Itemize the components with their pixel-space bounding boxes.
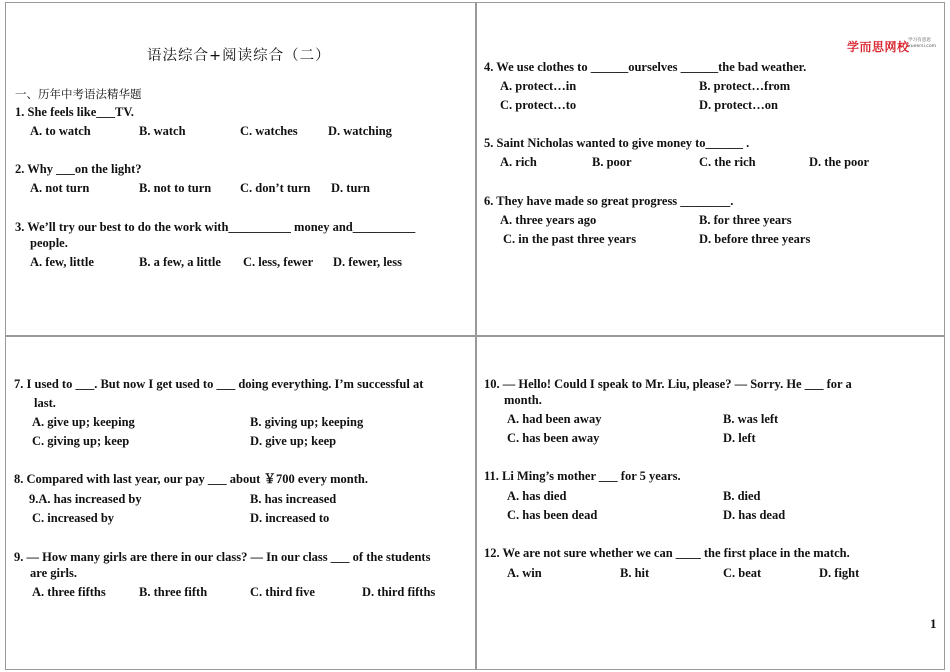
question-4-option-d: D. protect…on xyxy=(699,98,778,112)
logo-domain: xueersi.com xyxy=(908,44,937,49)
question-11: 11. Li Ming’s mother ___ for 5 years. xyxy=(484,469,681,483)
question-9-option-a: A. three fifths xyxy=(32,585,106,599)
question-10-option-b: B. was left xyxy=(723,412,779,426)
question-8-option-b: B. has increased xyxy=(250,492,337,506)
question-2-option-a: A. not turn xyxy=(30,181,90,195)
question-12-option-a: A. win xyxy=(507,566,542,580)
question-12-option-c: C. beat xyxy=(723,566,762,580)
question-11-option-d: D. has dead xyxy=(723,508,786,522)
question-8-option-c: C. increased by xyxy=(32,511,115,525)
question-1-option-b: B. watch xyxy=(139,124,186,138)
question-10: 10. — Hello! Could I speak to Mr. Liu, please? — Sorry. He ___ for a xyxy=(484,377,852,391)
question-7: 7. I used to ___. But now I get used to ___ doing everything. I’m successful at xyxy=(14,377,424,391)
question-6: 6. They have made so great progress ________. xyxy=(484,194,734,208)
question-2: 2. Why ___on the light? xyxy=(15,162,142,176)
question-12-option-b: B. hit xyxy=(620,566,650,580)
question-5-option-b: B. poor xyxy=(592,155,632,169)
question-6-option-c: C. in the past three years xyxy=(503,232,637,246)
page-title: 语法综合+阅读综合（二） xyxy=(147,48,331,64)
question-5-option-d: D. the poor xyxy=(809,155,870,169)
question-9-option-c: C. third five xyxy=(250,585,315,599)
question-2-option-b: B. not to turn xyxy=(139,181,212,195)
question-8: 8. Compared with last year, our pay ___ about ￥700 every month. xyxy=(14,472,368,486)
question-3: 3. We’ll try our best to do the work with__________ money and__________ xyxy=(15,220,416,234)
question-7-continued: last. xyxy=(34,396,56,410)
question-11-option-a: A. has died xyxy=(507,489,567,503)
question-7-option-a: A. give up; keeping xyxy=(32,415,135,429)
question-9-continued: are girls. xyxy=(30,566,77,580)
question-7-option-c: C. giving up; keep xyxy=(32,434,130,448)
question-8-option-a: 9.A. has increased by xyxy=(29,492,142,506)
question-4: 4. We use clothes to ______ourselves ______the bad weather. xyxy=(484,60,807,74)
question-12-option-d: D. fight xyxy=(819,566,860,580)
question-5-option-c: C. the rich xyxy=(699,155,756,169)
question-5-option-a: A. rich xyxy=(500,155,537,169)
question-6-option-a: A. three years ago xyxy=(500,213,597,227)
page-number: 1 xyxy=(930,616,937,631)
question-4-option-b: B. protect…from xyxy=(699,79,791,93)
question-9: 9. — How many girls are there in our class? — In our class ___ of the students xyxy=(14,550,431,564)
section-heading: 一、历年中考语法精华题 xyxy=(15,87,142,101)
question-9-option-d: D. third fifths xyxy=(362,585,436,599)
logo-name: 学而思网校 xyxy=(847,40,910,54)
question-6-option-b: B. for three years xyxy=(699,213,792,227)
question-3-option-a: A. few, little xyxy=(30,255,94,269)
logo-side-text xyxy=(908,38,936,50)
question-4-option-c: C. protect…to xyxy=(500,98,577,112)
question-12: 12. We are not sure whether we can ____ the first place in the match. xyxy=(484,546,850,560)
question-1-option-d: D. watching xyxy=(328,124,392,138)
question-10-option-a: A. had been away xyxy=(507,412,602,426)
question-11-option-b: B. died xyxy=(723,489,761,503)
question-2-option-d: D. turn xyxy=(331,181,370,195)
question-10-continued: month. xyxy=(504,393,542,407)
question-10-option-d: D. left xyxy=(723,431,756,445)
question-9-option-b: B. three fifth xyxy=(139,585,208,599)
question-3-continued: people. xyxy=(30,236,68,250)
question-3-option-b: B. a few, a little xyxy=(139,255,221,269)
brand-logo xyxy=(847,38,937,56)
question-8-option-d: D. increased to xyxy=(250,511,330,525)
question-5: 5. Saint Nicholas wanted to give money to______ . xyxy=(484,136,750,150)
question-1-option-c: C. watches xyxy=(240,124,298,138)
question-10-option-c: C. has been away xyxy=(507,431,600,445)
question-7-option-b: B. giving up; keeping xyxy=(250,415,364,429)
question-1-option-a: A. to watch xyxy=(30,124,91,138)
question-11-option-c: C. has been dead xyxy=(507,508,598,522)
question-4-option-a: A. protect…in xyxy=(500,79,577,93)
question-7-option-d: D. give up; keep xyxy=(250,434,337,448)
logo-tagline: 学习有意思 xyxy=(908,38,931,43)
question-1: 1. She feels like___TV. xyxy=(15,105,134,119)
question-3-option-d: D. fewer, less xyxy=(333,255,402,269)
question-6-option-d: D. before three years xyxy=(699,232,811,246)
question-3-option-c: C. less, fewer xyxy=(243,255,314,269)
question-2-option-c: C. don’t turn xyxy=(240,181,311,195)
